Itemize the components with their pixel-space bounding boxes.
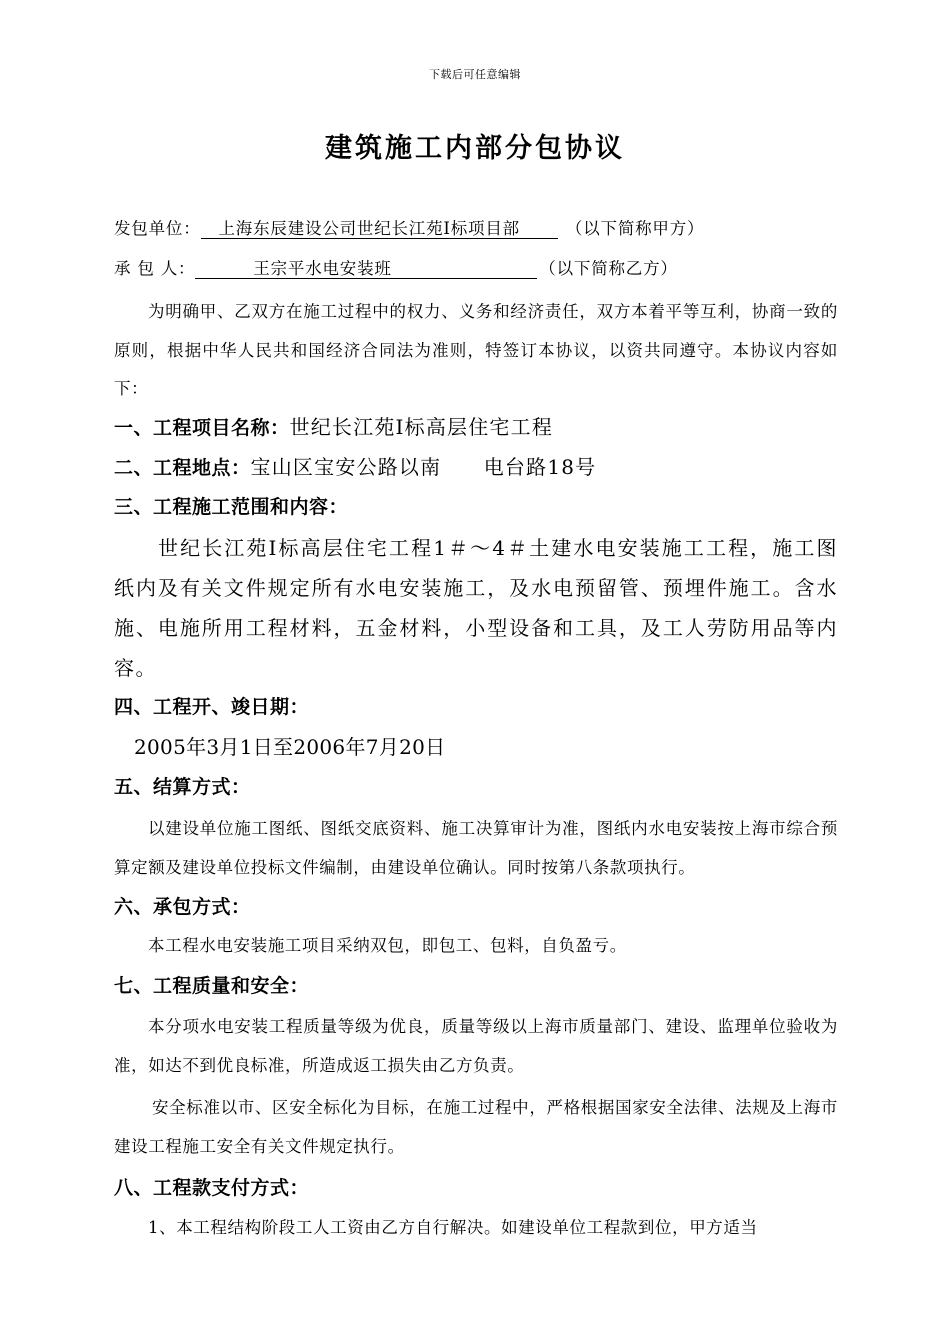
section-7-body-1: 本分项水电安装工程质量等级为优良，质量等级以上海市质量部门、建设、监理单位验收为准，如达不到优良标准，所造成返工损失由乙方负责。 [114, 1017, 838, 1075]
section-2 [114, 454, 596, 481]
section-7-body-2: 安全标准以市、区安全标化为目标，在施工过程中，严格根据国家安全法律、法规及上海市建设工程施工安全有关文件规定执行。 [114, 1098, 838, 1156]
section-7-heading [114, 973, 309, 999]
employer-line [114, 218, 704, 240]
section-4-body: 2005年3月1日至2006年7月20日 [134, 735, 446, 759]
employer-value: 上海东辰建设公司世纪长江苑Ⅰ标项目部 [201, 220, 558, 239]
section-4-heading-text: 四、工程开、竣日期： [114, 696, 310, 718]
section-6-heading [114, 894, 251, 920]
section-6-heading-text: 六、承包方式： [114, 896, 251, 918]
document-title: 建筑施工内部分包协议 [325, 133, 625, 164]
contractor-value: 王宗平水电安装班 [195, 260, 537, 279]
section-8-heading [114, 1175, 309, 1201]
employer-label: 发包单位： [114, 219, 201, 238]
section-5-body: 以建设单位施工图纸、图纸交底资料、施工决算审计为准，图纸内水电安装按上海市综合预算定额及建设单位投标文件编制，由建设单位确认。同时按第八条款项执行。 [114, 819, 838, 877]
section-5-heading [114, 774, 251, 800]
contractor-suffix: （以下简称乙方） [539, 259, 678, 278]
section-7-heading-text: 七、工程质量和安全： [114, 975, 310, 997]
section-2-heading: 二、工程地点： [114, 457, 251, 479]
section-8-heading-text: 八、工程款支付方式： [114, 1177, 310, 1199]
section-3-body: 世纪长江苑Ⅰ标高层住宅工程1＃～4＃土建水电安装施工工程，施工图纸内及有关文件规定所有水电安装施工，及水电预留管、预埋件施工。含水施、电施所用工程材料，五金材料，小型设备和工具，及工人劳防用品等内容。 [114, 536, 838, 680]
contractor-label: 承 包 人： [114, 259, 196, 278]
contractor-line [114, 258, 678, 280]
section-4-heading [114, 694, 309, 720]
section-3-heading-text: 三、工程施工范围和内容： [114, 496, 349, 518]
employer-suffix: （以下简称甲方） [565, 219, 705, 238]
section-8-body: 1、本工程结构阶段工人工资由乙方自行解决。如建设单位工程款到位，甲方适当 [148, 1218, 758, 1237]
section-1-value: 世纪长江苑Ⅰ标高层住宅工程 [289, 415, 554, 439]
section-2-value: 宝山区宝安公路以南 电台路18号 [250, 455, 597, 479]
intro-paragraph: 为明确甲、乙双方在施工过程中的权力、义务和经济责任，双方本着平等互利，协商一致的原则，根据中华人民共和国经济合同法为准则，特签订本协议，以资共同遵守。本协议内容如下： [114, 302, 838, 398]
section-6-body: 本工程水电安装施工项目采纳双包，即包工、包料，自负盈亏。 [148, 936, 627, 955]
section-5-heading-text: 五、结算方式： [114, 776, 251, 798]
section-1 [114, 414, 553, 441]
header-note: 下载后可任意编辑 [429, 68, 521, 81]
section-3-heading [114, 494, 348, 520]
section-1-heading: 一、工程项目名称： [114, 417, 290, 439]
